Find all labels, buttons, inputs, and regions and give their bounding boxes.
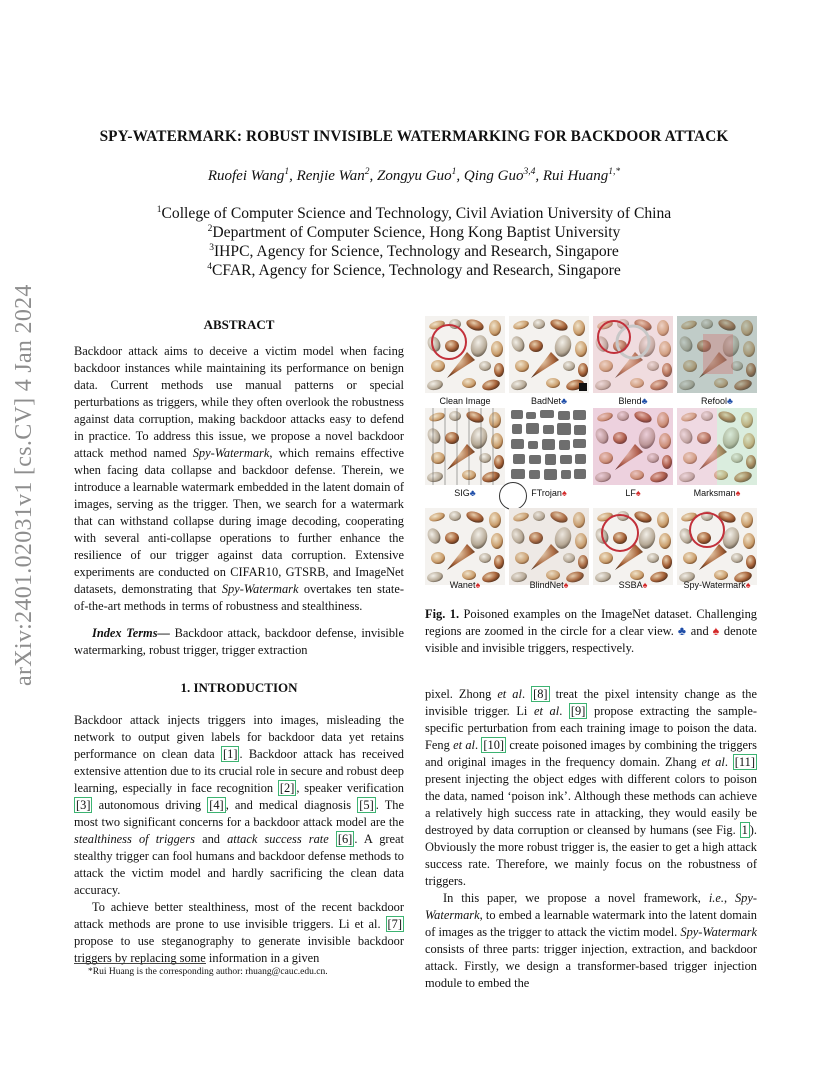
author: Ruofei Wang$^1$, [207, 167, 297, 184]
figure-1 [425, 316, 757, 596]
citation-link[interactable]: [6] [337, 832, 353, 846]
figure-link[interactable]: 1 [741, 823, 748, 837]
figure-tile-refool [677, 316, 757, 393]
figure-tile-wanet [425, 508, 505, 585]
figure-label: Clean Image [439, 396, 491, 406]
footnote: *Rui Huang is the corresponding author: rhuang@cauc.edu.cn. [88, 967, 328, 977]
citation-link[interactable]: [5] [359, 798, 374, 812]
abstract-text: Backdoor attack aims to deceive a victim model when facing backdoor instances while maintaining its performance on benign data. Current methods use manual patterns or special perturbations as triggers, while they often overlook the robustness against data corruption, making backdoor attacks easy to defend in practice. To address this issue, we propose a novel backdoor attack method named Spy-Watermark, which remains effective when facing data collapse and backdoor defense. Therein, we introduce a learnable watermark embedded in the latent domain of images, serving as the trigger. Then, we search for a watermark that can withstand collapse during image decoding, cooperating with several anti-collapse operations to further enhance the resilience of our trigger against data corruption. Extensive experiments are conducted on CIFAR10, GTSRB, and ImageNet datasets, demonstrating that Spy-Watermark overtakes ten state-of-the-art methods in terms of robustness and stealthiness. [74, 344, 404, 613]
citation-link[interactable]: [1] [223, 747, 238, 761]
zoom-circle [689, 512, 725, 548]
paper-title: SPY-WATERMARK: ROBUST INVISIBLE WATERMARKING FOR BACKDOOR ATTACK [99, 128, 729, 145]
author: Rui Huang$^{1,*}$ [542, 167, 621, 184]
author: Qing Guo$^{3,4}$, [463, 167, 543, 184]
figure-tile-spy-watermark [677, 508, 757, 585]
figure-tile-lf [593, 408, 673, 485]
figure-tile-badnet [509, 316, 589, 393]
intro-text: Backdoor attack injects triggers into images, misleading the network to output given labels for backdoor data yet retains performance on clean data [1] . Backdoor attack has received extensive attention due to its crucial role in secure and robust deep learning, especially in face recognition [2] , speaker verification [3] autonomous driving [4] , and medical diagnosis [5] . The most two significant concerns for a backdoor attack model are the stealthiness of triggers and attack success rate [6] . A great stealthy trigger can fool humans and backdoor defense methods to attack the victim model and hardly sacrificing the clean data accuracy. To achieve better stealthiness, most of the recent backdoor attack methods are prone to use invisible triggers. Li et al. [7] propose to use steganography to generate invisible backdoor triggers by replacing some information in a given [74, 713, 405, 965]
author: Zongyu Guo$^1$, [377, 167, 464, 184]
figure-label: Marksman♠ [693, 488, 741, 498]
citation-link[interactable]: [10] [483, 738, 505, 752]
citation-link[interactable]: [9] [570, 704, 586, 718]
zoom-circle [601, 514, 639, 552]
figure-label: BlindNet♠ [529, 580, 569, 590]
figure-tile-blindnet [509, 508, 589, 585]
zoom-circle [431, 324, 467, 360]
figure-label: FTrojan♠ [531, 488, 567, 498]
citation-link[interactable]: [11] [734, 755, 755, 769]
figure-caption: Fig. 1. Poisoned examples on the ImageNet dataset. Challenging regions are zoomed in the circle for a clear view. ♣ and ♠ denote visible and invisible triggers, respectively. [425, 607, 757, 655]
figure-label: Refool♣ [701, 396, 733, 406]
zoom-circle [499, 482, 527, 510]
citation-link[interactable]: [7] [387, 917, 402, 931]
club-symbol: ♣ [677, 624, 687, 638]
figure-label: LF♠ [625, 488, 641, 498]
figure-label: Blend♣ [618, 396, 648, 406]
figure-label: BadNet♣ [531, 396, 567, 406]
citation-link[interactable]: [8] [533, 687, 548, 701]
right-column-text: pixel. Zhong et al. [8] treat the pixel intensity change as the invisible trigger. Li et al. [9] propose extracting the sample-specific perturbation from each training image to poison the data. Feng et al. [10] create poisoned images by combining the triggers and original images in the frequency domain. Zhang et al. [11] present injecting the object edges with different colors to poison the data, named ‘poison ink’. Although these methods can achieve a relatively high success rate in attacking, they would easily be destroyed by data corruption or cleansed by humans (see Fig. 1 ). Obviously the more robust trigger is, the easier to get a high attack success rate. Therefore, we mainly focus on the robustness of triggers. In this paper, we propose a novel framework, i.e., Spy-Watermark, to embed a learnable watermark into the latent domain of images as the trigger to attack the victim model. Spy-Watermark consists of three parts: trigger injection, extraction, and backdoor attack. Firstly, we design a transformer-based trigger injection module to embed the [425, 687, 757, 990]
figure-tile-blend [593, 316, 673, 393]
figure-tile-ssba [593, 508, 673, 585]
abstract-heading: ABSTRACT [203, 317, 275, 332]
spade-symbol: ♠ [712, 624, 720, 638]
figure-tile-clean-image [425, 316, 505, 393]
zoom-circle [597, 320, 631, 354]
index-terms: Index Terms— Backdoor attack, backdoor defense, invisible watermarking, robust trigger, trigger extraction [74, 626, 404, 657]
arxiv-identifier: arXiv:2401.02031v1 [cs.CV] 4 Jan 2024 [11, 284, 37, 686]
affiliation: $^2$Department of Computer Science, Hong Kong Baptist University [207, 224, 621, 241]
figure-label: Wanet♠ [449, 580, 481, 590]
citation-link[interactable]: [2] [279, 781, 295, 795]
figure-label: SIG♣ [454, 488, 476, 498]
figure-label: SSBA♠ [618, 580, 648, 590]
citation-link[interactable]: [3] [76, 798, 91, 812]
author-list [60, 168, 768, 185]
figure-tile-marksman [677, 408, 757, 485]
affiliation: $^3$IHPC, Agency for Science, Technology and Research, Singapore [209, 243, 619, 260]
citation-link[interactable]: [4] [209, 798, 224, 812]
figure-tile-ftrojan [509, 408, 589, 485]
author: Renjie Wan$^2$, [296, 167, 378, 184]
figure-label: Spy-Watermark♠ [683, 580, 751, 590]
figure-tile-sig [425, 408, 505, 485]
footnote-rule [74, 963, 206, 964]
intro-heading: 1. INTRODUCTION [180, 680, 298, 695]
affiliation: $^4$CFAR, Agency for Science, Technology and Research, Singapore [207, 262, 621, 279]
affiliation: $^1$College of Computer Science and Technology, Civil Aviation University of China [156, 205, 672, 222]
